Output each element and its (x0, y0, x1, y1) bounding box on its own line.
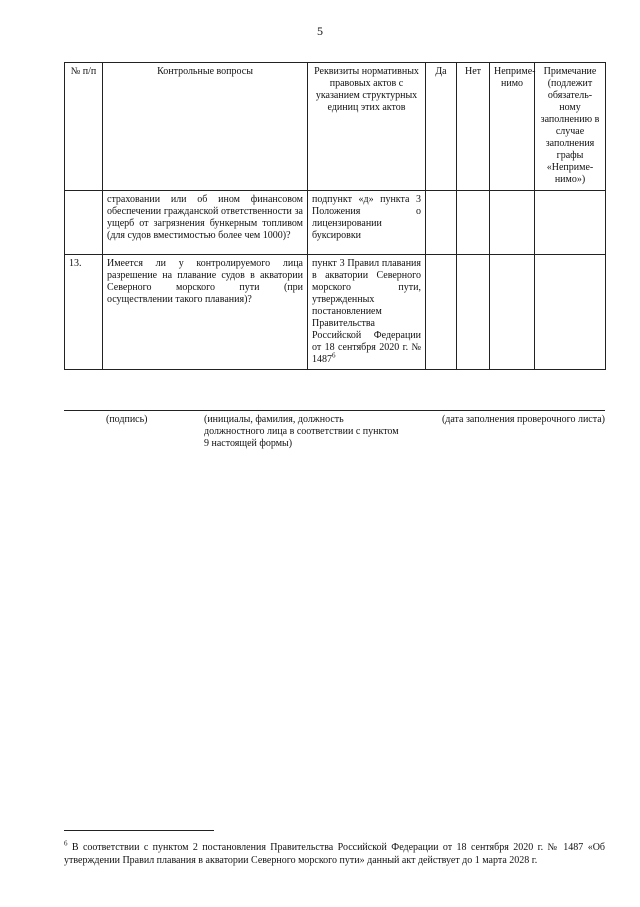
signature-caption: (подпись) (106, 414, 148, 425)
table-header-row (65, 63, 606, 191)
requisites-text: пункт 3 Правил плавания в акватории Северного морского пути, утвержденных постановлением Правительства Российской Федерации от 18 сентября 2020 г. № 1487 (312, 258, 421, 365)
row-note-cell[interactable] (535, 255, 606, 370)
row-num (65, 191, 103, 255)
row-no-cell[interactable] (457, 255, 490, 370)
table-row (65, 191, 606, 255)
row-note-cell[interactable] (535, 191, 606, 255)
row-num: 13. (65, 255, 103, 370)
header-note: Примечание (подлежит обязатель-ному заполнению в случае заполнения графы «Неприме-нимо») (535, 63, 606, 191)
row-requisites: подпункт «д» пункта 3 Положения о лицензировании буксировки (308, 191, 426, 255)
header-no: Нет (457, 63, 490, 191)
header-question: Контрольные вопросы (103, 63, 308, 191)
footnote (64, 841, 605, 867)
row-question: страховании или об ином финансовом обеспечении гражданской ответственности за ущерб от загрязнения бункерным топливом (для судов вместимостью более чем 1000)? (103, 191, 308, 255)
footnote-ref: 6 (332, 351, 336, 360)
row-no-cell[interactable] (457, 191, 490, 255)
table-row (65, 255, 606, 370)
row-na-cell[interactable] (490, 191, 535, 255)
page-number: 5 (317, 24, 323, 38)
row-na-cell[interactable] (490, 255, 535, 370)
row-requisites (308, 255, 426, 370)
header-na: Неприме-нимо (490, 63, 535, 191)
header-num: № п/п (65, 63, 103, 191)
footnote-mark: 6 (64, 839, 68, 848)
date-caption: (дата заполнения проверочного листа) (441, 414, 605, 425)
row-yes-cell[interactable] (426, 191, 457, 255)
header-requisites: Реквизиты нормативных правовых актов с указанием структурных единиц этих актов (308, 63, 426, 191)
row-yes-cell[interactable] (426, 255, 457, 370)
header-yes: Да (426, 63, 457, 191)
footnote-text: В соответствии с пунктом 2 постановления Правительства Российской Федерации от 18 сентября 2020 г. № 1487 «Об утверждении Правил плавания в акватории Северного морского пути» данный акт действует до 1 марта 2028 г. (64, 842, 605, 866)
checklist-table (64, 62, 606, 370)
name-caption: (инициалы, фамилия, должность должностного лица в соответствии с пунктом 9 настоящей формы) (204, 414, 399, 449)
row-question: Имеется ли у контролируемого лица разрешение на плавание судов в акватории Северного морского пути (при осуществлении такого плавания)? (103, 255, 308, 370)
signature-line[interactable] (64, 410, 605, 411)
footnote-divider (64, 830, 214, 831)
